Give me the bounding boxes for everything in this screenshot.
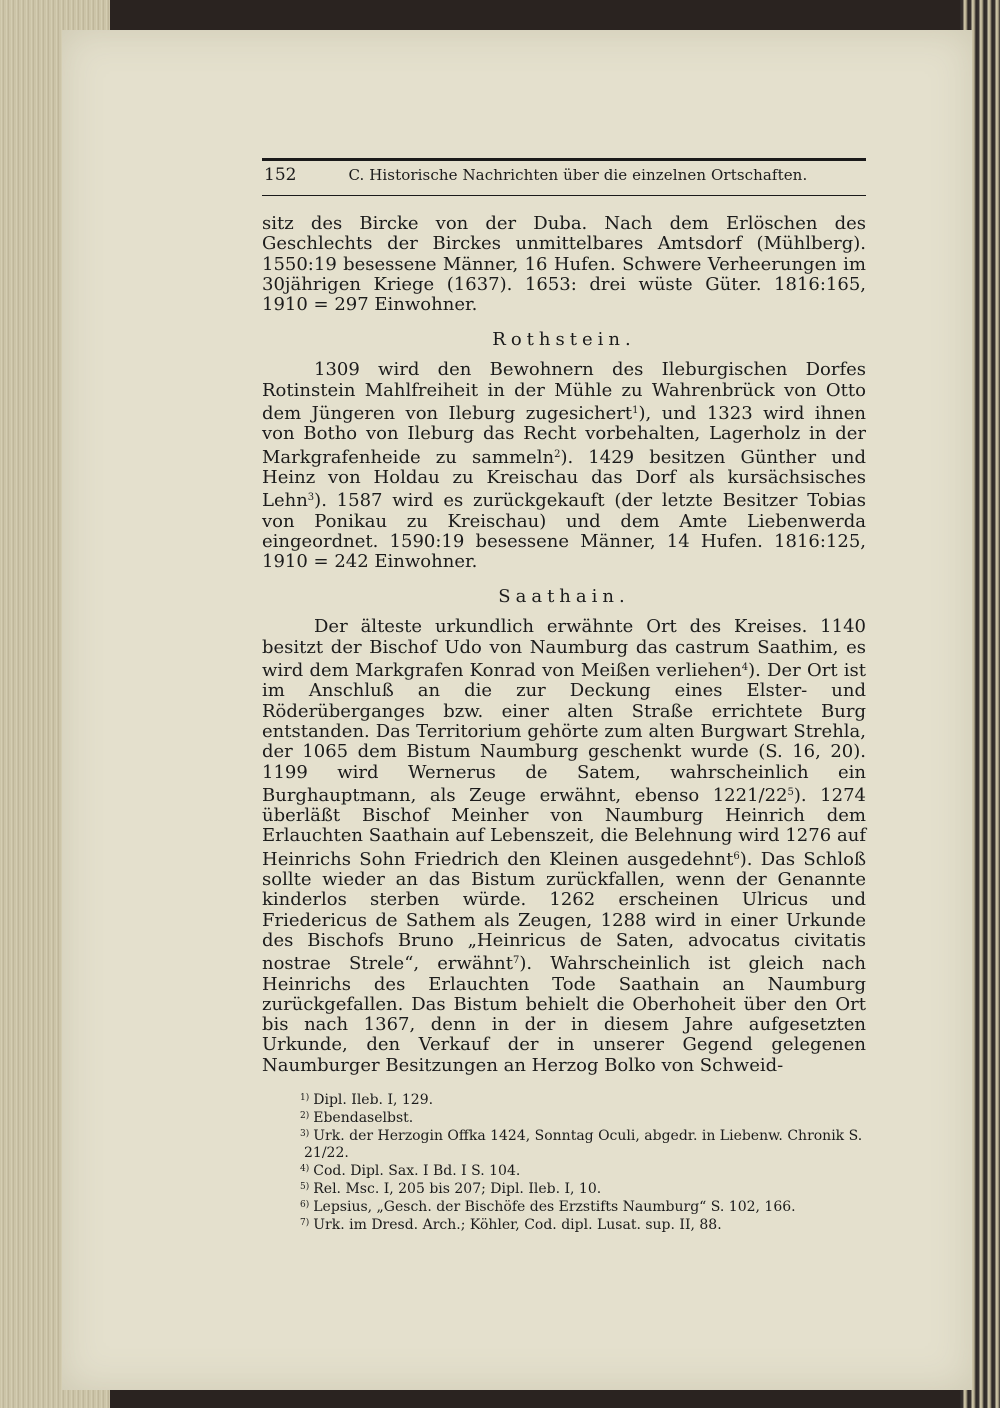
text-run: Der älteste urkundlich erwähnte Ort des Kreises. 1140 besitzt der Bischof Udo von Naumburg das castrum Saathim, es wird dem Markgrafen Konrad von Meißen verliehen — [262, 616, 866, 682]
book-page — [62, 30, 972, 1390]
footnote-ref: 1 — [632, 405, 639, 417]
text-run: ). 1587 wird es zurückgekauft (der letzte Besitzer Tobias von Ponikau zu Kreischau) und dem Amte Liebenwerda eingeordnet. 1590:19 besessene Männer, 14 Hufen. 1816:125, 1910 = 242 Einwohner. — [262, 490, 866, 573]
running-header — [262, 158, 866, 195]
footnote-text: Rel. Msc. I, 205 bis 207; Dipl. Ileb. I, 10. — [313, 1181, 602, 1197]
footnote-mark: 5) — [300, 1182, 310, 1192]
header-title: C. Historische Nachrichten über die einzelnen Ortschaften. — [348, 166, 808, 184]
footnote-mark: 7) — [300, 1218, 310, 1229]
footnote — [262, 1090, 866, 1108]
footnote-ref: 5 — [787, 786, 794, 798]
footnote-text: Ebendaselbst. — [313, 1110, 414, 1127]
page-content — [262, 158, 866, 1234]
footnote-text: Dipl. Ileb. I, 129. — [313, 1091, 434, 1108]
intro-paragraph: sitz des Bircke von der Duba. Nach dem Erlöschen des Geschlechts der Birckes unmittelbares Amtsdorf (Mühlberg). 1550:19 besessene Männer, 16 Hufen. Schwere Verheerungen im 30jährigen Kriege (1637). 1653: drei wüste Güter. 1816:165, 1910 = 297 Einwohner. — [262, 213, 866, 316]
page-number: 152 — [264, 165, 297, 185]
text-run: ). Das Schloß sollte wieder an das Bistum zurückfallen, wenn der Genannte kinderlos sterben würde. 1262 erscheinen Ulricus und Friedericus de Sathem als Zeugen, 1288 wird in einer Urkunde des Bischofs Bruno „Heinricus de Saten, advocatus civitatis nostrae Strele“, erwähnt — [262, 848, 867, 975]
section-title-saathain: Saathain. — [498, 586, 630, 608]
text-run: 1309 wird den Bewohnern des Ileburgischen Dorfes Rotinstein Mahlfreiheit in der Mühle zu Wahrenbrück von Otto dem Jüngeren von Ileburg zugesichert — [262, 359, 866, 425]
text-run: ). Wahrscheinlich ist gleich nach Heinrichs des Erlauchten Tode Saathain an Naumburg zurückgefallen. Das Bistum behielt die Oberhoheit über den Ort bis nach 1367, denn in der in diesem Jahre aufgesetzten Urkunde, den Verkauf der in unserer Gegend gelegenen Naumburger Besitzungen an Herzog Bolko von Schweid- — [262, 953, 866, 1076]
footnote — [262, 1179, 866, 1197]
footnote-mark: 6) — [300, 1200, 310, 1211]
footnote-ref: 3 — [307, 492, 315, 504]
text-run: ). Der Ort ist im Anschluß an die zur Deckung eines Elster- und Röderüberganges bzw. einer alten Straße errichtete Burg entstanden. Das Territorium gehörte zum alten Burgwart Strehla, der 1065 dem Bistum Naumburg geschenkt wurde (S. 16, 20). 1199 wird Wernerus de Satem, wahrscheinlich ein Burghauptmann, als Zeuge erwähnt, ebenso 1221/22 — [262, 660, 866, 806]
footnote-mark: 3) — [300, 1129, 310, 1140]
footnote-ref: 6 — [733, 850, 740, 862]
footnote-ref: 2 — [554, 448, 561, 460]
footnote-mark: 2) — [300, 1111, 310, 1122]
footnote — [262, 1108, 866, 1126]
footnote-text: Lepsius, „Gesch. der Bischöfe des Erzstifts Naumburg“ S. 102, 166. — [313, 1199, 796, 1216]
footnotes — [262, 1090, 866, 1234]
footnote-text: Cod. Dipl. Sax. I Bd. I S. 104. — [313, 1162, 521, 1179]
text-run: ). 1274 überläßt Bischof Meinher von Naumburg Heinrich dem Erlauchten Saathain auf Lebenszeit, die Belehnung wird 1276 auf Heinrichs Sohn Friedrich den Kleinen ausgedehnt — [262, 784, 866, 870]
footnote-text: Urk. der Herzogin Offka 1424, Sonntag Oculi, abgedr. in Liebenw. Chronik S. 21/22. — [304, 1128, 863, 1161]
footnote-text: Urk. im Dresd. Arch.; Köhler, Cod. dipl. Lusat. sup. II, 88. — [313, 1217, 722, 1234]
text-run: ). 1429 besitzen Günther und Heinz von Holdau zu Kreischau das Dorf als kursächsisches Lehn — [262, 446, 866, 512]
text-run: ), und 1323 wird ihnen von Botho von Ileburg das Recht vorbehalten, Lagerholz in der Markgrafenheide zu sammeln — [262, 403, 866, 468]
footnote — [262, 1197, 866, 1215]
header-rule — [262, 195, 866, 196]
footnote-ref: 7 — [513, 955, 520, 967]
footnote — [262, 1161, 866, 1179]
saathain-paragraph — [262, 617, 866, 1076]
footnote-mark: 1) — [300, 1092, 310, 1103]
footnote — [262, 1215, 866, 1233]
footnote — [262, 1126, 866, 1160]
section-title-rothstein: Rothstein. — [492, 329, 636, 351]
footnote-mark: 4) — [300, 1163, 310, 1174]
rothstein-paragraph — [262, 360, 866, 572]
footnote-ref: 4 — [741, 662, 749, 674]
